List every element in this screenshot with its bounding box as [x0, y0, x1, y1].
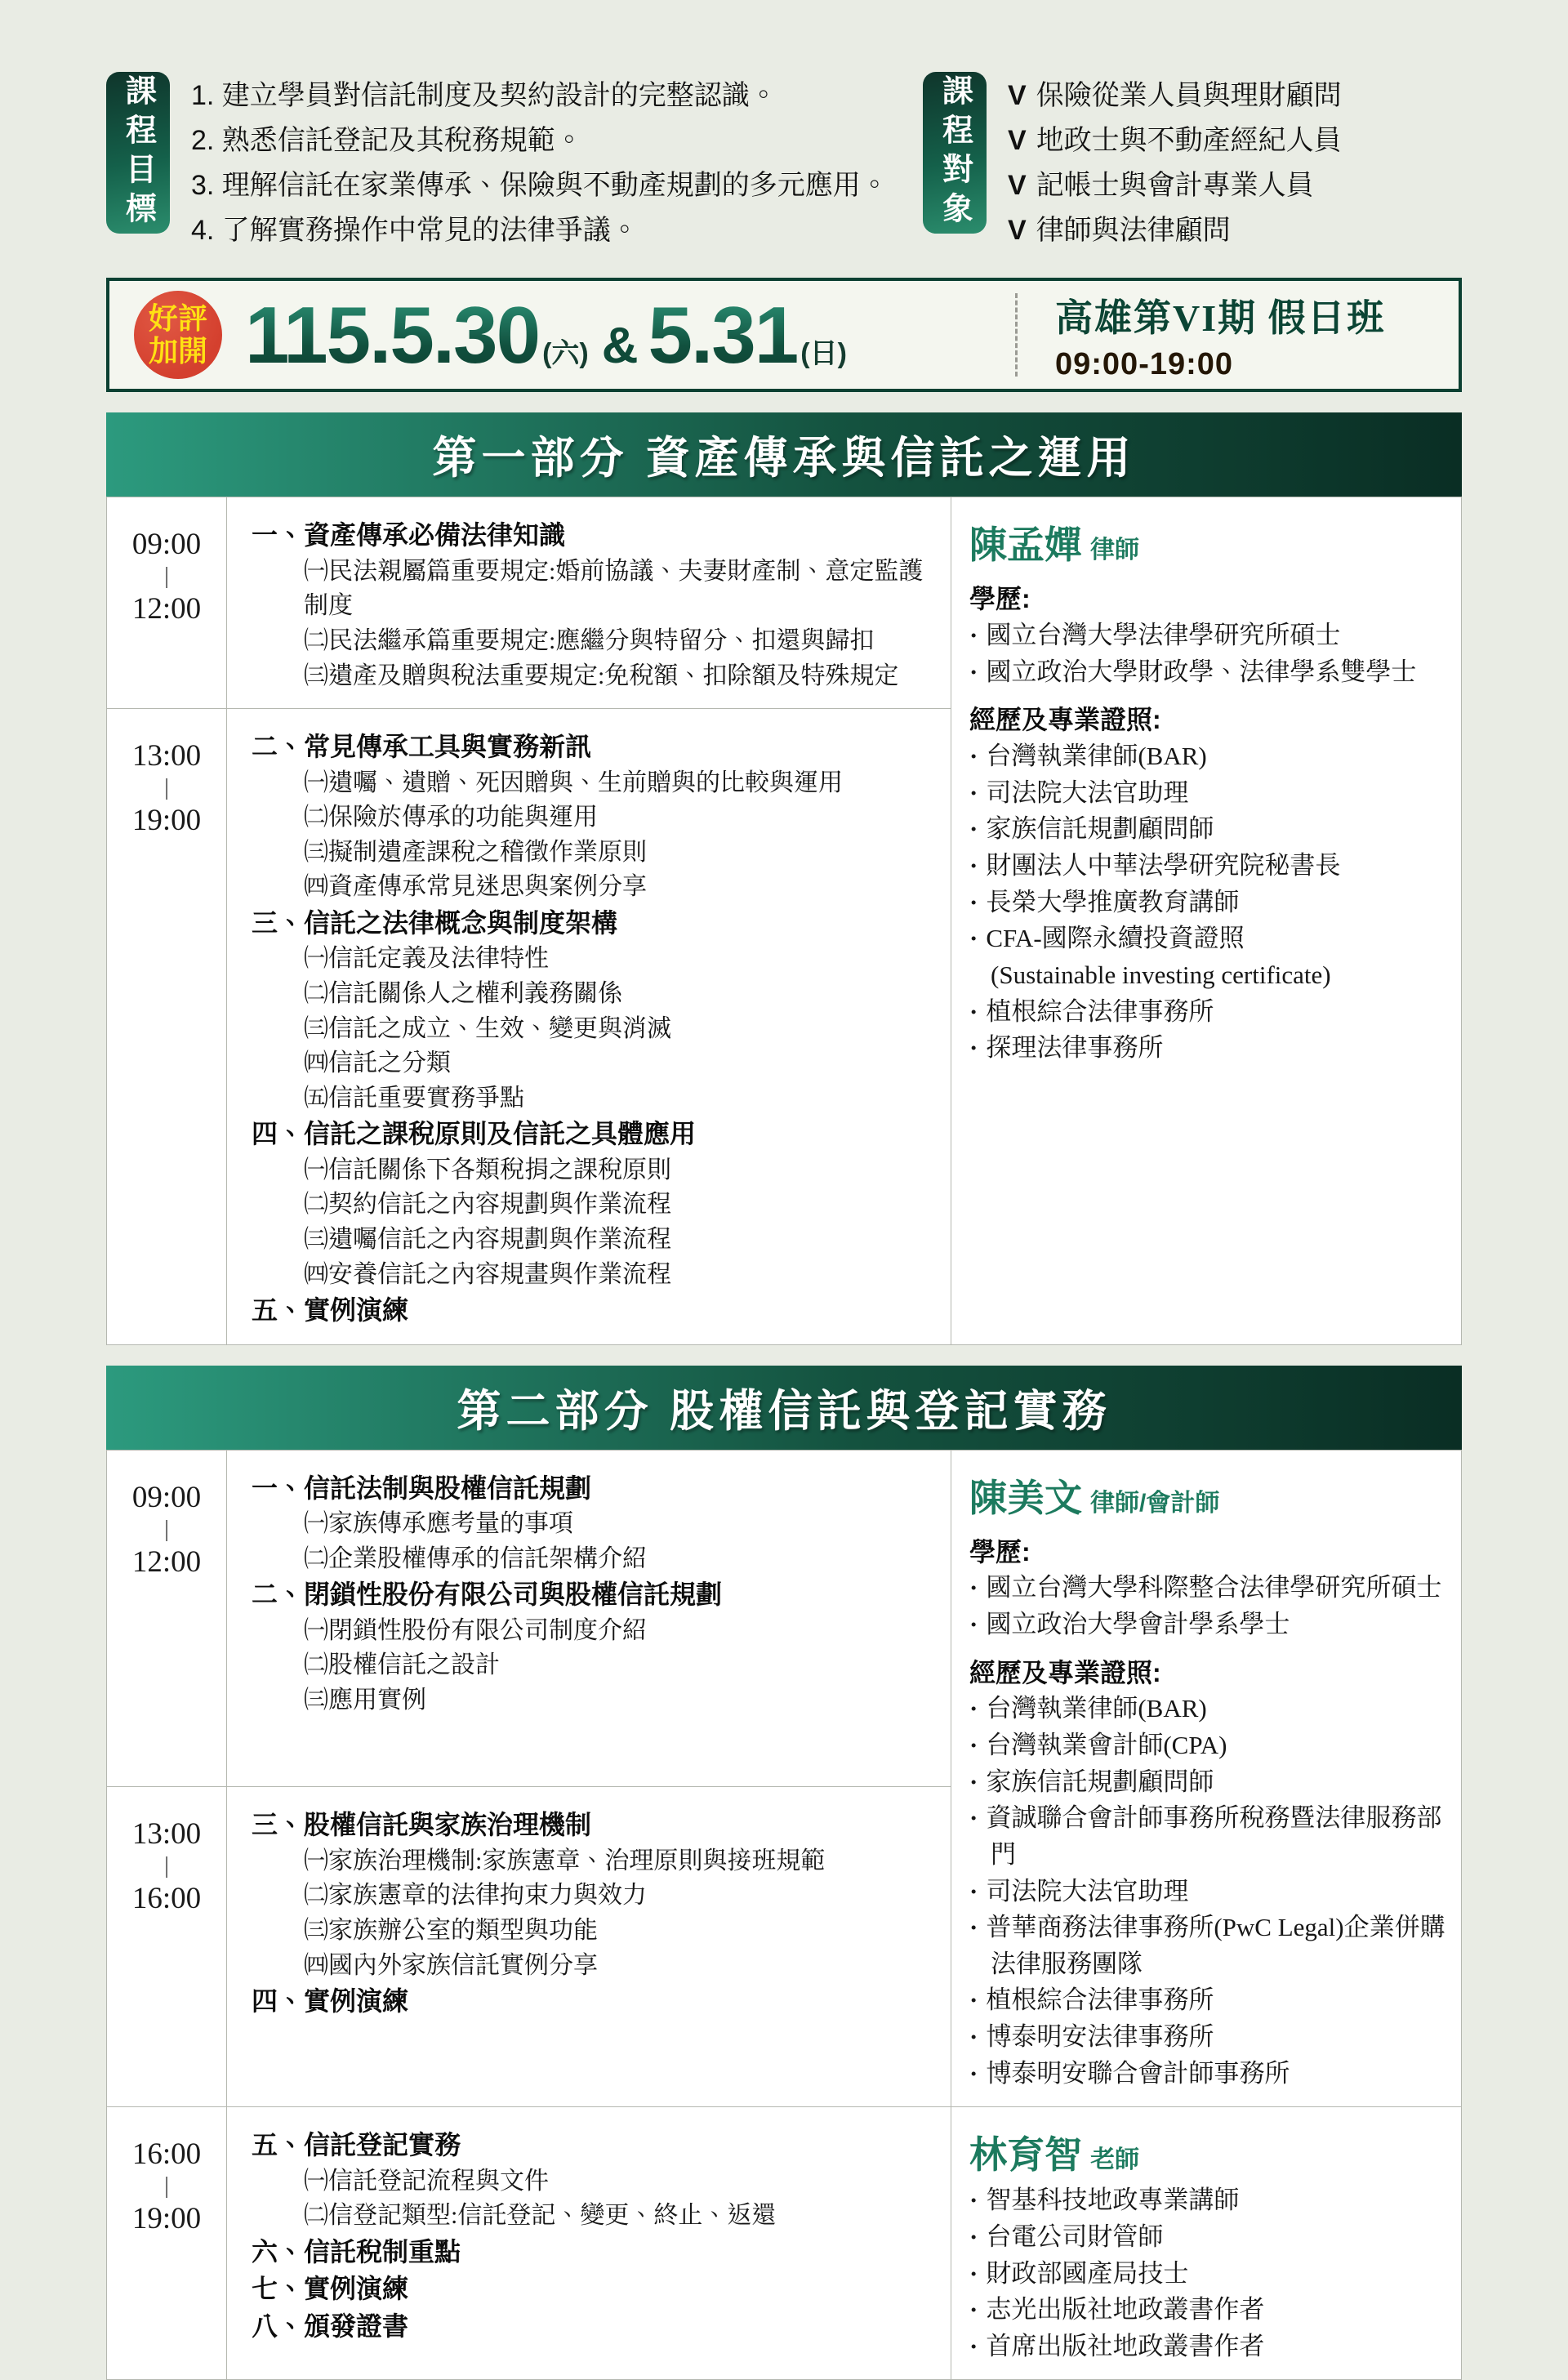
credential-item: · 國立台灣大學法律學研究所碩士	[969, 617, 1446, 654]
credential-item: · 探理法律事務所	[969, 1030, 1446, 1067]
agenda-heading: 三、信託之法律概念與制度架構	[252, 907, 618, 938]
time-label: 19:00	[131, 2202, 202, 2236]
schedule-content-cell	[227, 497, 951, 709]
credential-item: · 國立政治大學會計學系學士	[969, 1607, 1446, 1643]
agenda-subitem: ㈡企業股權傳承的信託架構介紹	[304, 1544, 647, 1572]
session-dates	[245, 289, 850, 381]
credential-item: · 資誠聯合會計師事務所稅務暨法律服務部門	[969, 1800, 1446, 1873]
session-title: 高雄第VI期 假日班	[1055, 296, 1386, 339]
date-second-weekday: (日)	[800, 337, 847, 369]
agenda-subitem: ㈠信託關係下各類稅捐之課稅原則	[304, 1156, 671, 1183]
instructor-name: 林育智	[969, 2133, 1082, 2177]
instructor-section-label: 學歷:	[969, 1536, 1031, 1567]
session-banner	[106, 278, 1462, 392]
objective-item: 4. 了解實務操作中常見的法律爭議。	[191, 215, 639, 247]
time-label: 12:00	[131, 1544, 202, 1579]
agenda-heading: 二、閉鎖性股份有限公司與股權信託規劃	[252, 1580, 723, 1610]
credential-item: · 家族信託規劃顧問師	[969, 1764, 1446, 1801]
agenda-subitem: ㈣資產傳承常見迷思與案例分享	[304, 873, 647, 901]
instructor-suffix: 老師	[1090, 2146, 1139, 2174]
agenda-heading: 四、實例演練	[252, 1986, 409, 2017]
time-label: 09:00	[131, 528, 202, 562]
agenda-subitem: ㈢應用實例	[304, 1686, 426, 1714]
agenda-heading: 一、信託法制與股權信託規劃	[252, 1473, 592, 1503]
agenda-subitem: ㈠家族傳承應考量的事項	[304, 1510, 573, 1538]
credential-item: · 普華商務法律事務所(PwC Legal)企業併購法律服務團隊	[969, 1910, 1446, 1982]
time-label: |	[164, 2173, 169, 2199]
agenda-subitem: ㈡契約信託之內容規劃與作業流程	[304, 1191, 671, 1219]
agenda-subitem: ㈡股權信託之設計	[304, 1651, 500, 1679]
audience-item	[1008, 163, 1342, 208]
agenda-subitem: ㈡家族憲章的法律拘束力與效力	[304, 1882, 647, 1910]
credential-item: · 博泰明安聯合會計師事務所	[969, 2056, 1446, 2093]
agenda-heading: 五、實例演練	[252, 1295, 409, 1326]
credential-item: (Sustainable investing certificate)	[991, 960, 1331, 989]
top-section	[0, 0, 1568, 253]
credential-item: · 司法院大法官助理	[969, 1874, 1446, 1910]
agenda-subitem: ㈢信託之成立、生效、變更與消滅	[304, 1014, 671, 1042]
credential-item: · 國立政治大學財政學、法律學系雙學士	[969, 654, 1446, 691]
part1-schedule-table	[106, 497, 1462, 1344]
schedule-content-cell	[227, 1451, 951, 1788]
instructor-section-label: 經歷及專業證照:	[969, 705, 1161, 735]
part2-schedule-table	[106, 1450, 1462, 2380]
course-objectives-block	[106, 72, 923, 253]
credential-item: · 長榮大學推廣教育講師	[969, 885, 1446, 921]
objective-item: 1. 建立學員對信託制度及契約設計的完整認識。	[191, 80, 777, 111]
objective-item: 2. 熟悉信託登記及其稅務規範。	[191, 125, 583, 157]
time-label: |	[164, 564, 169, 590]
agenda-heading: 三、股權信託與家族治理機制	[252, 1810, 592, 1840]
credential-item: · 家族信託規劃顧問師	[969, 811, 1446, 848]
credential-item: · CFA-國際永續投資證照	[969, 920, 1446, 957]
course-audience-block	[923, 72, 1462, 253]
credential-item: · 智基科技地政專業講師	[969, 2182, 1446, 2219]
agenda-subitem: ㈠家族治理機制:家族憲章、治理原則與接班規範	[304, 1847, 826, 1874]
time-label: 13:00	[131, 739, 202, 773]
instructor-name: 陳孟嬋	[969, 524, 1082, 567]
credential-item: · 台灣執業律師(BAR)	[969, 1691, 1446, 1727]
instructor-suffix: 律師	[1090, 537, 1139, 564]
agenda-heading: 七、實例演練	[252, 2274, 409, 2304]
schedule-time-cell	[107, 497, 227, 709]
agenda-subitem: ㈠遺囑、遺贈、死因贈與、生前贈與的比較與運用	[304, 769, 843, 796]
audience-item-label: 保險從業人員與理財顧問	[1036, 80, 1342, 111]
praise-badge-line2: 加開	[148, 334, 207, 368]
agenda-subitem: ㈠信託登記流程與文件	[304, 2167, 549, 2195]
check-mark: V	[1008, 215, 1027, 247]
time-label: 13:00	[131, 1817, 202, 1852]
instructor-card	[951, 1451, 1461, 2108]
agenda-subitem: ㈢擬制遺產課稅之稽徵作業原則	[304, 838, 647, 866]
credential-item: · 志光出版社地政叢書作者	[969, 2292, 1446, 2329]
agenda-subitem: ㈢遺囑信託之內容規劃與作業流程	[304, 1225, 671, 1253]
instructor-header	[969, 1469, 1446, 1522]
audience-item-label: 地政士與不動產經紀人員	[1036, 125, 1342, 157]
agenda-heading: 四、信託之課稅原則及信託之具體應用	[252, 1119, 697, 1149]
ampersand: &	[601, 317, 639, 374]
agenda-subitem: ㈢家族辦公室的類型與功能	[304, 1917, 598, 1944]
audience-item	[1008, 74, 1342, 118]
course-audience-badge: 課程對象	[923, 72, 987, 234]
praise-badge-line1: 好評	[148, 301, 207, 335]
time-label: 19:00	[131, 804, 202, 838]
instructor-section-label: 學歷:	[969, 584, 1031, 614]
schedule-content-cell	[227, 2107, 951, 2379]
time-label: 16:00	[131, 2137, 202, 2172]
time-label: |	[164, 1516, 169, 1542]
schedule-content-cell	[227, 709, 951, 1344]
audience-list	[1000, 74, 1342, 253]
credential-item: · 司法院大法官助理	[969, 775, 1446, 812]
agenda-subitem: ㈡信託關係人之權利義務關係	[304, 979, 622, 1007]
credential-item: · 博泰明安法律事務所	[969, 2019, 1446, 2056]
agenda-subitem: ㈠民法親屬篇重要規定:婚前協議、夫妻財產制、意定監護制度	[304, 557, 924, 620]
schedule-time-cell	[107, 1451, 227, 1788]
agenda-subitem: ㈢遺產及贈與稅法重要規定:免稅額、扣除額及特殊規定	[304, 662, 899, 689]
instructor-header	[969, 2125, 1446, 2179]
date-first-weekday: (六)	[542, 337, 589, 369]
instructor-name: 陳美文	[969, 1476, 1082, 1519]
agenda-heading: 二、常見傳承工具與實務新訊	[252, 732, 592, 762]
agenda-subitem: ㈣安養信託之內容規畫與作業流程	[304, 1260, 671, 1288]
instructor-card	[951, 497, 1461, 1344]
instructor-card	[951, 2107, 1461, 2379]
session-info	[1055, 288, 1437, 382]
time-label: |	[164, 1853, 169, 1879]
course-objectives-badge: 課程目標	[106, 72, 170, 234]
schedule-content-cell	[227, 1787, 951, 2107]
part1-header: 第一部分 資產傳承與信託之運用	[106, 412, 1462, 497]
credential-item: · 首席出版社地政叢書作者	[969, 2329, 1446, 2365]
agenda-subitem: ㈤信託重要實務爭點	[304, 1084, 524, 1112]
check-mark: V	[1008, 80, 1027, 111]
agenda-subitem: ㈣國內外家族信託實例分享	[304, 1951, 598, 1979]
audience-item	[1008, 208, 1342, 253]
credential-item: · 台灣執業律師(BAR)	[969, 738, 1446, 775]
credential-item: · 財政部國產局技士	[969, 2256, 1446, 2293]
session-time: 09:00-19:00	[1055, 346, 1234, 381]
schedule-time-cell	[107, 709, 227, 1344]
time-label: |	[164, 775, 169, 801]
instructor-section-label: 經歷及專業證照:	[969, 1657, 1161, 1687]
credential-item: · 台灣執業會計師(CPA)	[969, 1727, 1446, 1764]
check-mark: V	[1008, 125, 1027, 157]
agenda-heading: 八、頒發證書	[252, 2311, 409, 2341]
agenda-subitem: ㈡信登記類型:信託登記、變更、終止、返還	[304, 2202, 777, 2230]
credential-item: · 植根綜合法律事務所	[969, 1982, 1446, 2019]
credential-item: · 財團法人中華法學研究院秘書長	[969, 848, 1446, 885]
objectives-list	[183, 74, 889, 253]
check-mark: V	[1008, 170, 1027, 202]
agenda-subitem: ㈡民法繼承篇重要規定:應繼分與特留分、扣還與歸扣	[304, 626, 875, 654]
instructor-suffix: 律師/會計師	[1090, 1489, 1220, 1517]
credential-item: · 台電公司財管師	[969, 2219, 1446, 2256]
agenda-subitem: ㈡保險於傳承的功能與運用	[304, 804, 598, 831]
objective-item: 3. 理解信託在家業傳承、保險與不動產規劃的多元應用。	[191, 170, 889, 202]
audience-item-label: 記帳士與會計專業人員	[1036, 170, 1314, 202]
agenda-subitem: ㈠信託定義及法律特性	[304, 945, 549, 973]
date-second: 5.31	[648, 289, 798, 380]
agenda-heading: 五、信託登記實務	[252, 2130, 461, 2160]
credential-item: · 植根綜合法律事務所	[969, 994, 1446, 1031]
agenda-heading: 一、資產傳承必備法律知識	[252, 520, 566, 550]
agenda-subitem: ㈠閉鎖性股份有限公司制度介紹	[304, 1616, 647, 1644]
time-label: 16:00	[131, 1882, 202, 1916]
part2-header: 第二部分 股權信託與登記實務	[106, 1366, 1462, 1450]
audience-item-label: 律師與法律顧問	[1036, 215, 1231, 247]
date-first: 115.5.30	[245, 289, 540, 380]
agenda-heading: 六、信託稅制重點	[252, 2236, 461, 2266]
audience-item	[1008, 118, 1342, 163]
agenda-subitem: ㈣信託之分類	[304, 1050, 451, 1077]
time-label: 12:00	[131, 592, 202, 626]
banner-divider	[1015, 293, 1018, 377]
schedule-time-cell	[107, 2107, 227, 2379]
credential-item: · 國立台灣大學科際整合法律學研究所碩士	[969, 1570, 1446, 1607]
praise-reopen-badge	[134, 291, 222, 379]
time-label: 09:00	[131, 1480, 202, 1514]
schedule-time-cell	[107, 1787, 227, 2107]
instructor-header	[969, 515, 1446, 569]
